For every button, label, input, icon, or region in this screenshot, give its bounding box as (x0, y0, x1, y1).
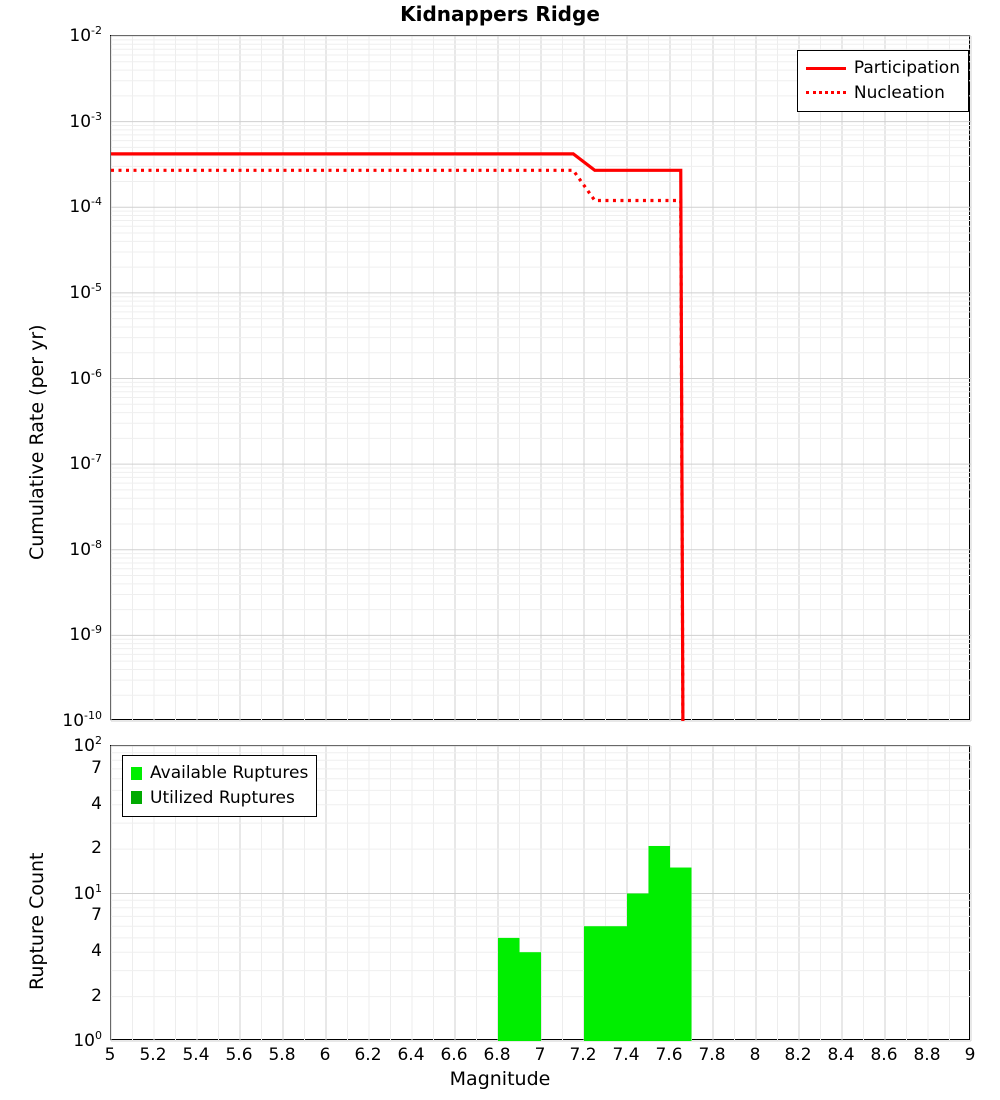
x-tick-label: 6.8 (483, 1045, 511, 1065)
y-tick-label: $10^{-6}$ (69, 366, 102, 389)
bottom-panel-legend (122, 755, 317, 817)
y-tick-label: $10^{-5}$ (69, 281, 102, 303)
x-tick-label: 7.8 (698, 1045, 726, 1065)
y-tick-label: $10^1$ (73, 881, 102, 904)
x-tick-label: 8.6 (870, 1045, 898, 1065)
y-tick-label: 2 (91, 838, 102, 859)
top-panel-y-axis-label: Cumulative Rate (per yr) (26, 324, 48, 560)
x-tick-label: 7.6 (655, 1045, 683, 1065)
y-tick-label: $10^{-3}$ (69, 109, 102, 132)
top-panel-plot-area (110, 35, 970, 720)
top-panel-svg (111, 36, 969, 719)
x-tick-label: 7.2 (569, 1045, 597, 1065)
legend-label-nucleation: Nucleation (853, 82, 945, 103)
x-tick-label: 5.2 (139, 1045, 167, 1065)
page-title: Kidnappers Ridge (400, 2, 600, 26)
y-tick-label: 7 (91, 905, 102, 926)
dotted-line-icon (806, 91, 846, 94)
x-tick-label: 8.8 (913, 1045, 941, 1065)
x-tick-label: 5.8 (268, 1045, 296, 1065)
bottom-panel-y-axis-label: Rupture Count (26, 852, 48, 990)
x-tick-label: 6.4 (397, 1045, 425, 1065)
x-tick-label: 8.2 (784, 1045, 812, 1065)
x-tick-label: 8 (749, 1045, 761, 1065)
y-tick-label: 7 (91, 757, 102, 778)
legend-item-available (131, 761, 308, 786)
top-panel-legend (797, 50, 969, 112)
y-tick-label: $10^{-9}$ (69, 623, 102, 646)
y-tick-label: 2 (91, 985, 102, 1006)
legend-label-participation: Participation (853, 58, 960, 78)
y-tick-label: 4 (91, 941, 102, 962)
x-tick-label: 9 (964, 1045, 976, 1065)
y-tick-label: $10^{-8}$ (69, 537, 102, 560)
legend-item-utilized (131, 786, 308, 811)
y-tick-label: $10^{-7}$ (69, 452, 102, 474)
solid-line-icon (806, 67, 846, 70)
x-tick-label: 6.2 (354, 1045, 382, 1065)
x-tick-label: 5.6 (225, 1045, 253, 1065)
y-tick-label: 4 (91, 793, 102, 814)
available-swatch-icon (131, 767, 142, 780)
x-tick-label: 8.4 (827, 1045, 855, 1065)
x-tick-label: 6 (319, 1045, 331, 1065)
y-tick-label: $10^{-2}$ (69, 24, 102, 46)
x-axis-label: Magnitude (449, 1068, 551, 1090)
x-tick-label: 7.4 (612, 1045, 640, 1065)
y-tick-label: $10^{-10}$ (62, 709, 102, 731)
y-tick-label: $10^{-4}$ (69, 195, 102, 218)
y-tick-label: $10^2$ (73, 734, 102, 756)
legend-item-nucleation (806, 81, 960, 106)
legend-label-available: Available Ruptures (150, 763, 309, 783)
y-tick-label: $10^0$ (73, 1029, 102, 1051)
legend-item-participation (806, 56, 960, 81)
x-tick-label: 5.4 (182, 1045, 210, 1065)
x-tick-label: 6.6 (440, 1045, 468, 1065)
x-tick-label: 7 (534, 1045, 546, 1065)
x-tick-label: 5 (104, 1045, 116, 1065)
utilized-swatch-icon (131, 791, 142, 804)
legend-label-utilized: Utilized Ruptures (150, 787, 295, 808)
